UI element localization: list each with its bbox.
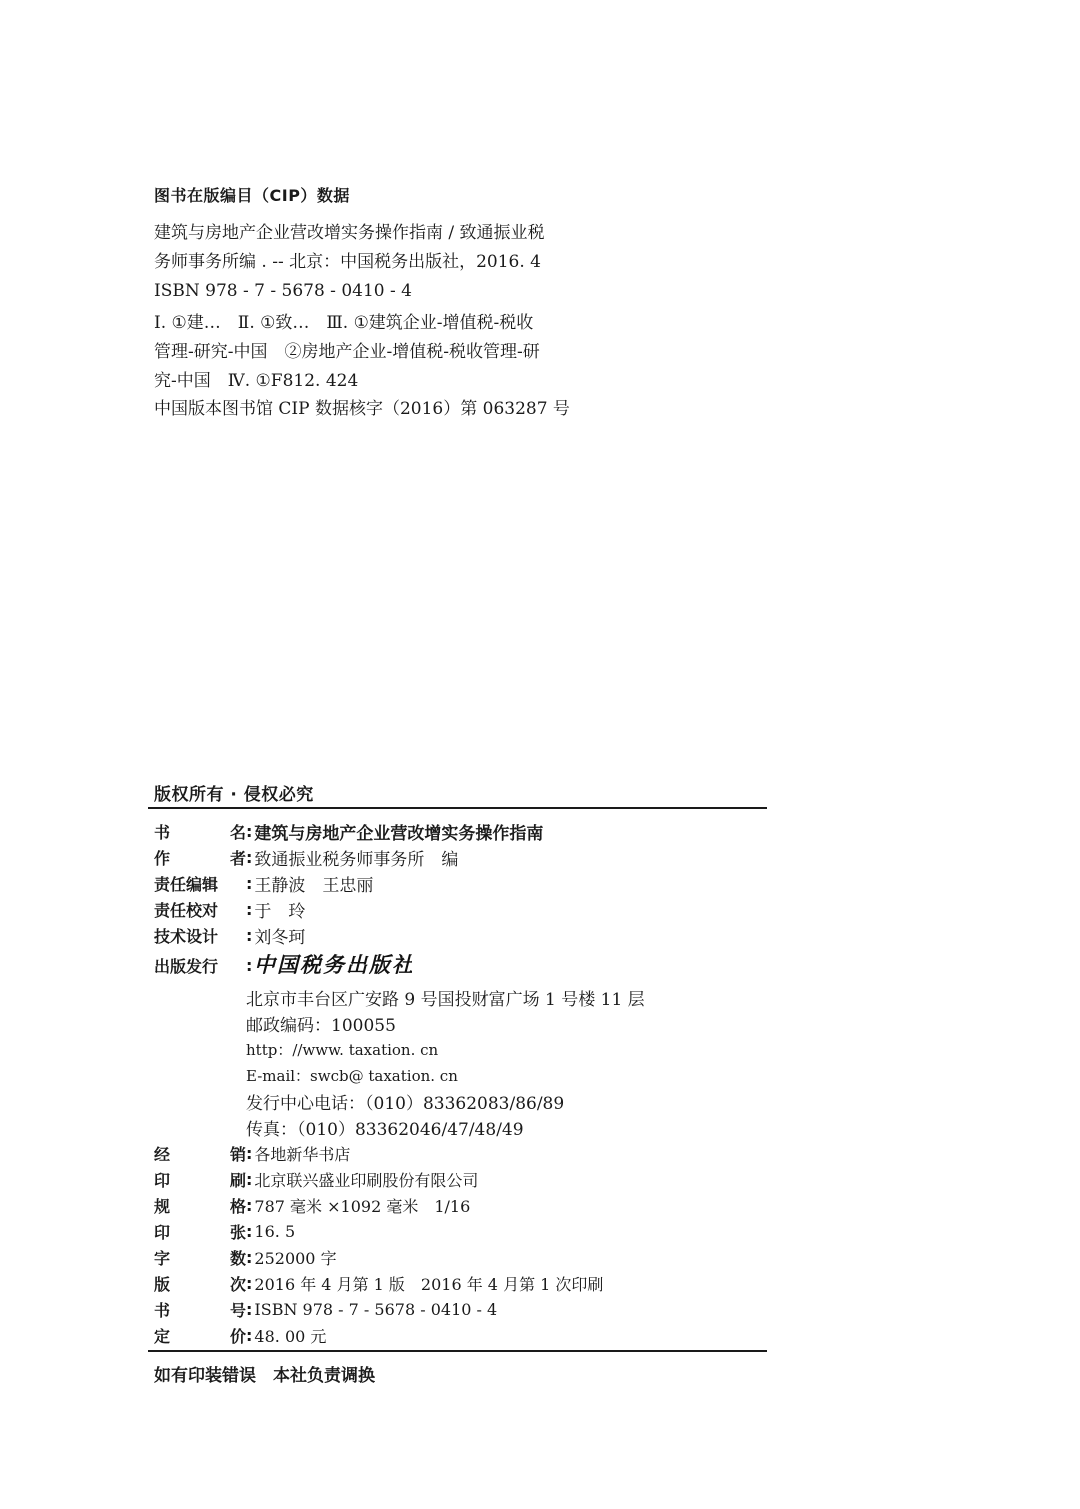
info-label: 经 销 xyxy=(154,1144,246,1164)
publisher-website: http：//www. taxation. cn xyxy=(246,1040,439,1059)
label-colon: : xyxy=(246,925,253,945)
top-rule xyxy=(148,807,767,809)
book-title-value: 建筑与房地产企业营改增实务操作指南 xyxy=(254,823,544,844)
label-colon: : xyxy=(246,1247,253,1267)
distributor-value: 各地新华书店 xyxy=(254,1144,351,1164)
rights-heading: 版权所有 · 侵权必究 xyxy=(154,785,314,805)
sheets-value: 16. 5 xyxy=(254,1221,296,1241)
cip-record-number xyxy=(154,395,624,424)
label-colon: : xyxy=(246,899,253,919)
cip-subject-block xyxy=(154,309,624,396)
info-row-author xyxy=(154,844,458,870)
publisher-postcode: 邮政编码：100055 xyxy=(246,1015,396,1036)
info-label: 印 刷 xyxy=(154,1170,246,1190)
label-colon: : xyxy=(246,1195,253,1215)
label-colon: : xyxy=(246,1325,253,1345)
publisher-email: E-mail：swcb@ taxation. cn xyxy=(246,1066,458,1085)
info-row-wordcount xyxy=(154,1244,337,1270)
info-label: 责任编辑 xyxy=(154,874,219,894)
info-label: 书 名 xyxy=(154,822,246,842)
info-label: 责任校对 xyxy=(154,900,219,920)
info-label: 定 价 xyxy=(154,1326,246,1346)
info-label: 书 号 xyxy=(154,1300,246,1320)
cip-title-block xyxy=(154,219,624,306)
cip-line: 务师事务所编 . -- 北京：中国税务出版社，2016. 4 xyxy=(154,252,541,272)
cip-heading: 图书在版编目（CIP）数据 xyxy=(154,186,350,205)
edition-value: 2016 年 4 月第 1 版 2016 年 4 月第 1 次印刷 xyxy=(254,1274,604,1294)
printer-value: 北京联兴盛业印刷股份有限公司 xyxy=(254,1170,479,1190)
cip-line: Ⅰ. ①建… Ⅱ. ①致… Ⅲ. ①建筑企业-增值税-税收 xyxy=(154,313,534,333)
info-label: 版 次 xyxy=(154,1274,246,1294)
proofreader-value: 于 玲 xyxy=(254,901,306,922)
publisher-logo xyxy=(252,950,412,982)
info-row-designer xyxy=(154,922,305,948)
info-label: 技术设计 xyxy=(154,926,219,946)
info-row-isbn xyxy=(154,1296,497,1322)
label-colon: : xyxy=(246,1169,253,1189)
publisher-phone: 发行中心电话：（010）83362083/86/89 xyxy=(246,1093,565,1114)
info-row-price xyxy=(154,1322,326,1348)
info-label: 作 者 xyxy=(154,848,246,868)
info-row-sheets xyxy=(154,1218,295,1244)
label-colon: : xyxy=(246,955,253,975)
label-colon: : xyxy=(246,873,253,893)
info-row-editor xyxy=(154,870,373,896)
label-colon: : xyxy=(246,1299,253,1319)
author-value: 致通振业税务师事务所 编 xyxy=(254,849,459,870)
info-row-publisher xyxy=(154,952,412,978)
label-colon: : xyxy=(246,847,253,867)
wordcount-value: 252000 字 xyxy=(254,1248,337,1268)
cip-line: 究-中国 Ⅳ. ①F812. 424 xyxy=(154,371,359,391)
publisher-fax: 传真：（010）83362046/47/48/49 xyxy=(246,1119,524,1140)
footer-note: 如有印装错误 本社负责调换 xyxy=(154,1366,375,1386)
label-colon: : xyxy=(246,1221,253,1241)
info-row-title xyxy=(154,818,543,844)
cip-line: 建筑与房地产企业营改增实务操作指南 / 致通振业税 xyxy=(154,223,545,243)
info-row-format xyxy=(154,1192,470,1218)
info-row-proofreader xyxy=(154,896,305,922)
cip-line: ISBN 978 - 7 - 5678 - 0410 - 4 xyxy=(154,281,412,301)
info-row-printer xyxy=(154,1166,478,1192)
label-colon: : xyxy=(246,1143,253,1163)
bottom-rule xyxy=(148,1350,767,1352)
designer-value: 刘冬珂 xyxy=(254,927,306,948)
format-value: 787 毫米 ×1092 毫米 1/16 xyxy=(254,1196,471,1216)
publisher-address: 北京市丰台区广安路 9 号国投财富广场 1 号楼 11 层 xyxy=(246,989,645,1010)
label-colon: : xyxy=(246,1273,253,1293)
price-value: 48. 00 元 xyxy=(254,1326,327,1346)
info-row-edition xyxy=(154,1270,603,1296)
info-row-distributor xyxy=(154,1140,350,1166)
label-colon: : xyxy=(246,821,253,841)
info-label: 字 数 xyxy=(154,1248,246,1268)
cip-record-text: 中国版本图书馆 CIP 数据核字（2016）第 063287 号 xyxy=(154,399,570,419)
svg-text:中国税务出版社: 中国税务出版社 xyxy=(254,952,413,977)
editor-value: 王静波 王忠丽 xyxy=(254,875,374,896)
cip-line: 管理-研究-中国 ②房地产企业-增值税-税收管理-研 xyxy=(154,342,540,362)
isbn-value: ISBN 978 - 7 - 5678 - 0410 - 4 xyxy=(254,1299,498,1319)
info-label: 规 格 xyxy=(154,1196,246,1216)
info-label: 出版发行 xyxy=(154,956,219,976)
info-label: 印 张 xyxy=(154,1222,246,1242)
